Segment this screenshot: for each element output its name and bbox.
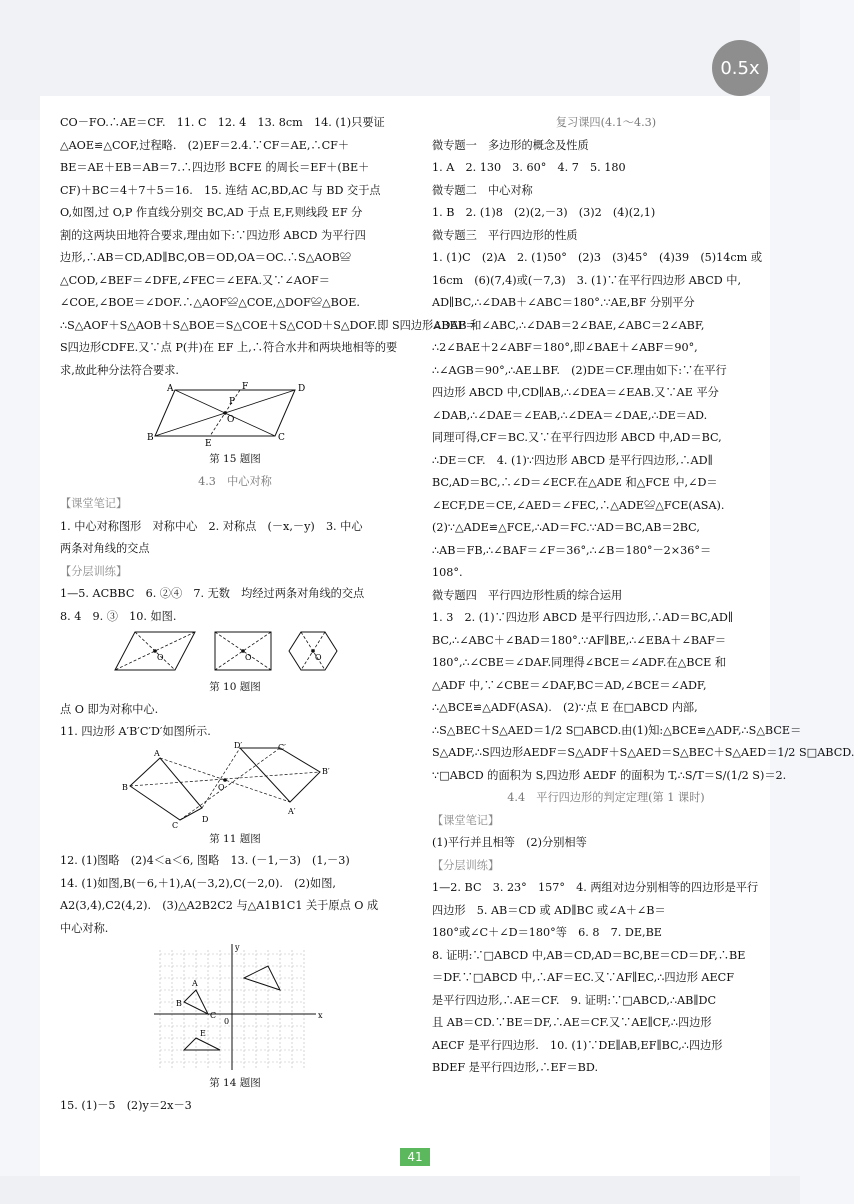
right-line-22: BC,∴∠ABC＋∠BAD＝180°.∵AF∥BE,∴∠EBA＋∠BAF＝: [432, 633, 727, 647]
class-notes-tag-left: 【课堂笔记】: [60, 497, 128, 510]
right-line-13: 同理可得,CF＝BC.又∵在平行四边形 ABCD 中,AD＝BC,: [432, 431, 722, 444]
left-line-10: S四边形CDFE.又∵点 P(井)在 EF 上,∴符合水井和两块地相等的要: [60, 341, 398, 354]
fig10-label-O2: O: [245, 653, 252, 662]
fig14-origin: 0: [224, 1017, 230, 1026]
right-line-1: 1. A 2. 130 3. 60° 4. 7 5. 180: [432, 161, 626, 174]
zoom-badge[interactable]: 0.5x: [712, 40, 768, 96]
right-line-20: 微专题四 平行四边形性质的综合运用: [432, 588, 623, 602]
right-line-21: 1. 3 2. (1)∵四边形 ABCD 是平行四边形,∴AD＝BC,AD∥: [432, 611, 733, 624]
right-line-27: S△ADF,∴S四边形AEDF＝S△ADF＋S△AED＝S△BEC＋S△AED＝1/2 S□ABCD.: [432, 746, 854, 759]
section-4-4-title: 4.4 平行四边形的判定定理(第 1 课时): [507, 791, 705, 804]
fig11-label-A1: A′: [288, 806, 296, 816]
left-block-2: [60, 516, 410, 561]
left-line-9: ∴S△AOF＋S△AOB＋S△BOE＝S△COE＋S△COD＋S△DOF.即 S四边形ABEF＝: [60, 318, 477, 332]
left-block-3: [60, 583, 410, 628]
left-line-3: CF)＋BC＝4＋7＋5＝16. 15. 连结 AC,BD,AC 与 BD 交于点: [60, 183, 381, 197]
fig14-axis-y: y: [235, 943, 240, 952]
fig11-label-O: O: [218, 782, 225, 792]
page-number: 41: [400, 1148, 430, 1166]
left-line-1: △AOE≌△COF,过程略. (2)EF＝2.4.∵CF＝AE,∴CF＋: [60, 138, 350, 152]
fig11-label-C1: C′: [278, 742, 286, 752]
left-line-2: BE＝AE＋EB＝AB＝7.∴四边形 BCFE 的周长＝EF＋(BE＋: [60, 161, 370, 174]
fig10-label-O3: O: [315, 653, 322, 662]
right-train-line-2: 180°或∠C＋∠D＝180°等 6. 8 7. DE,BE: [432, 926, 662, 939]
right-line-19: 108°.: [432, 566, 463, 579]
right-line-12: ∠DAB,∴∠DAE＝∠EAB,∴∠DEA＝∠DAE,∴DE＝AD.: [432, 408, 708, 422]
left-line-c-2: A2(3,4),C2(4,2). (3)△A2B2C2 与△A1B1C1 关于原点 O 成: [60, 899, 379, 912]
fig15-label-O: O: [227, 415, 235, 425]
right-train-line-3: 8. 证明:∵□ABCD 中,AB＝CD,AD＝BC,BE＝CD＝DF,∴BE: [432, 948, 746, 962]
figure-11-svg: [120, 740, 350, 830]
left-line-c-0: 12. (1)图略 (2)4＜a＜6, 图略 13. (－1,－3) (1,－3): [60, 854, 350, 867]
figure-10-svg: [105, 628, 365, 676]
left-block-5: [60, 850, 410, 940]
figure-15-caption: 第 15 题图: [209, 453, 261, 465]
fig11-label-D1: D′: [234, 740, 243, 750]
fig15-label-C: C: [278, 433, 285, 443]
fig15-label-D: D: [298, 384, 306, 394]
left-notes-line-1: 两条对角线的交点: [60, 542, 150, 555]
right-train-line-6: 且 AB＝CD.∵BE＝DF,∴AE＝CF.又∵AE∥CF,∴四边形: [432, 1016, 712, 1029]
left-line-7: △COD,∠BEF＝∠DFE,∠FEC＝∠EFA.又∵∠AOF＝: [60, 273, 330, 287]
left-block-4: [60, 699, 410, 744]
right-line-10: ∴∠AGB＝90°,∴AE⊥BF. (2)DE＝CF.理由如下:∵在平行: [432, 363, 727, 377]
class-notes-tag-right: 【课堂笔记】: [432, 813, 500, 827]
left-line-b-0: 点 O 即为对称中心.: [60, 702, 159, 716]
fig11-label-A: A: [154, 748, 160, 758]
right-line-0: 微专题一 多边形的概念及性质: [432, 138, 589, 152]
figure-10: [60, 628, 410, 676]
right-line-28: ∵□ABCD 的面积为 S,四边形 AEDF 的面积为 T,∴S/T＝S/(1/2 S)＝2.: [432, 768, 787, 782]
right-line-9: ∴2∠BAE＋2∠ABF＝180°,即∠BAE＋∠ABF＝90°,: [432, 341, 698, 354]
right-line-15: BC,AD＝BC,∴∠D＝∠ECF.在△ADE 和△FCE 中,∠D＝: [432, 476, 718, 489]
figure-11: [60, 740, 410, 830]
fig14-label-E: E: [200, 1029, 206, 1038]
right-line-14: ∴DE＝CF. 4. (1)∵四边形 ABCD 是平行四边形,∴AD∥: [432, 453, 713, 467]
fig11-label-D: D: [202, 814, 209, 824]
right-line-3: 1. B 2. (1)8 (2)(2,－3) (3)2 (4)(2,1): [432, 206, 656, 219]
fig11-label-B: B: [122, 782, 128, 792]
fig15-label-F: F: [242, 382, 249, 392]
right-column: [432, 112, 854, 1080]
fig14-label-A: A: [192, 979, 198, 988]
figure-11-caption: 第 11 题图: [209, 832, 261, 845]
right-line-6: 16cm (6)(7,4)或(－7,3) 3. (1)∵在平行四边形 ABCD 中,: [432, 273, 742, 287]
left-line-11: 求,故此种分法符合要求.: [60, 363, 179, 377]
fig15-label-A: A: [167, 384, 174, 394]
right-block-3: [432, 877, 780, 1080]
figure-14-caption: 第 14 题图: [209, 1077, 261, 1089]
fig14-label-B: B: [176, 999, 182, 1008]
fig11-label-B1: B′: [322, 766, 330, 776]
left-line-8: ∠COE,∠BOE＝∠DOF.∴△AOF≌△COE,△DOF≌△BOE.: [60, 296, 360, 309]
review-title: 复习课四(4.1～4.3): [555, 116, 657, 129]
right-block-2: [432, 832, 780, 855]
right-line-11: 四边形 ABCD 中,CD∥AB,∴∠DEA＝∠EAB.又∵AE 平分: [432, 386, 719, 399]
fig15-label-E: E: [205, 439, 212, 449]
left-line-c-3: 中心对称.: [60, 921, 109, 935]
right-train-line-7: AECF 是平行四边形. 10. (1)∵DE∥AB,EF∥BC,∴四边形: [432, 1038, 723, 1052]
left-line-4: O,如图,过 O,P 作直线分别交 BC,AD 于点 E,F,则线段 EF 分: [60, 206, 363, 219]
right-line-18: ∴AB＝FB,∴∠BAF＝∠F＝36°,∴∠B＝180°－2×36°＝: [432, 543, 712, 557]
fig15-label-P: P: [229, 397, 236, 407]
fig14-label-C: C: [210, 1011, 217, 1020]
left-last-line: 15. (1)－5 (2)y＝2x－3: [60, 1098, 192, 1112]
right-notes-line-0: (1)平行并且相等 (2)分别相等: [432, 836, 587, 849]
figure-10-caption: 第 10 题图: [209, 681, 261, 693]
right-line-2: 微专题二 中心对称: [432, 183, 533, 197]
training-tag-right: 【分层训练】: [432, 858, 500, 872]
right-line-8: ∠DAB 和∠ABC,∴∠DAB＝2∠BAE,∠ABC＝2∠ABF,: [432, 318, 705, 332]
right-line-4: 微专题三 平行四边形的性质: [432, 228, 578, 242]
left-line-b-1: 11. 四边形 A′B′C′D′如图所示.: [60, 725, 211, 738]
fig14-axis-x: x: [318, 1011, 323, 1020]
left-train-line-0: 1—5. ACBBC 6. ②④ 7. 无数 均经过两条对角线的交点: [60, 587, 365, 600]
right-train-line-4: ＝DF.∵□ABCD 中,∴AF＝EC.又∵AF∥EC,∴四边形 AECF: [432, 971, 735, 984]
left-train-line-1: 8. 4 9. ③ 10. 如图.: [60, 609, 177, 623]
fig15-label-B: B: [147, 433, 154, 443]
left-line-6: 边形,∴AB＝CD,AD∥BC,OB＝OD,OA＝OC.∴S△AOB≌: [60, 251, 351, 264]
figure-14: [60, 940, 410, 1072]
left-line-c-1: 14. (1)如图,B(－6,＋1),A(－3,2),C(－2,0). (2)如图,: [60, 876, 336, 890]
left-line-5: 割的这两块田地符合要求,理由如下:∵四边形 ABCD 为平行四: [60, 228, 366, 242]
figure-15: [60, 382, 410, 448]
right-line-16: ∠ECF,DE＝CE,∠AED＝∠FEC,∴△ADE≌△FCE(ASA).: [432, 498, 725, 512]
bottom-bar: [0, 1176, 800, 1204]
right-train-line-1: 四边形 5. AB＝CD 或 AD∥BC 或∠A＋∠B＝: [432, 903, 666, 917]
right-line-25: ∴△BCE≌△ADF(ASA). (2)∵点 E 在□ABCD 内部,: [432, 701, 698, 714]
left-block-1: [60, 112, 477, 382]
training-tag-left: 【分层训练】: [60, 564, 128, 578]
right-line-5: 1. (1)C (2)A 2. (1)50° (2)3 (3)45° (4)39 (5)14cm 或: [432, 251, 763, 264]
right-train-line-5: 是平行四边形,∴AE＝CF. 9. 证明:∵□ABCD,∴AB∥DC: [432, 993, 717, 1007]
right-line-17: (2)∵△ADE≌△FCE,∴AD＝FC.∵AD＝BC,AB＝2BC,: [432, 521, 700, 534]
figure-14-svg: [140, 940, 330, 1072]
right-line-26: ∴S△BEC＋S△AED＝1/2 S□ABCD.由(1)知:△BCE≌△ADF,∴S△BCE＝: [432, 723, 802, 737]
right-line-7: AD∥BC,∴∠DAB＋∠ABC＝180°.∵AE,BF 分别平分: [432, 296, 695, 309]
fig11-label-C: C: [172, 820, 179, 830]
left-notes-line-0: 1. 中心对称图形 对称中心 2. 对称点 (－x,－y) 3. 中心: [60, 519, 363, 533]
right-line-24: △ADF 中,∵∠CBE＝∠DAF,BC＝AD,∠BCE＝∠ADF,: [432, 678, 707, 692]
figure-15-svg: [145, 382, 325, 448]
right-train-line-0: 1—2. BC 3. 23° 157° 4. 两组对边分别相等的四边形是平行: [432, 881, 759, 894]
fig10-label-O1: O: [157, 653, 164, 662]
section-4-3-title: 4.3 中心对称: [198, 474, 272, 488]
right-block-1: [432, 135, 854, 788]
right-line-23: 180°,∴∠CBE＝∠DAF.同理得∠BCE＝∠ADF.在△BCE 和: [432, 656, 727, 669]
left-line-0: CO－FO.∴AE＝CF. 11. C 12. 4 13. 8cm 14. (1)只要证: [60, 116, 385, 129]
right-train-line-8: BDEF 是平行四边形,∴EF＝BD.: [432, 1061, 599, 1074]
